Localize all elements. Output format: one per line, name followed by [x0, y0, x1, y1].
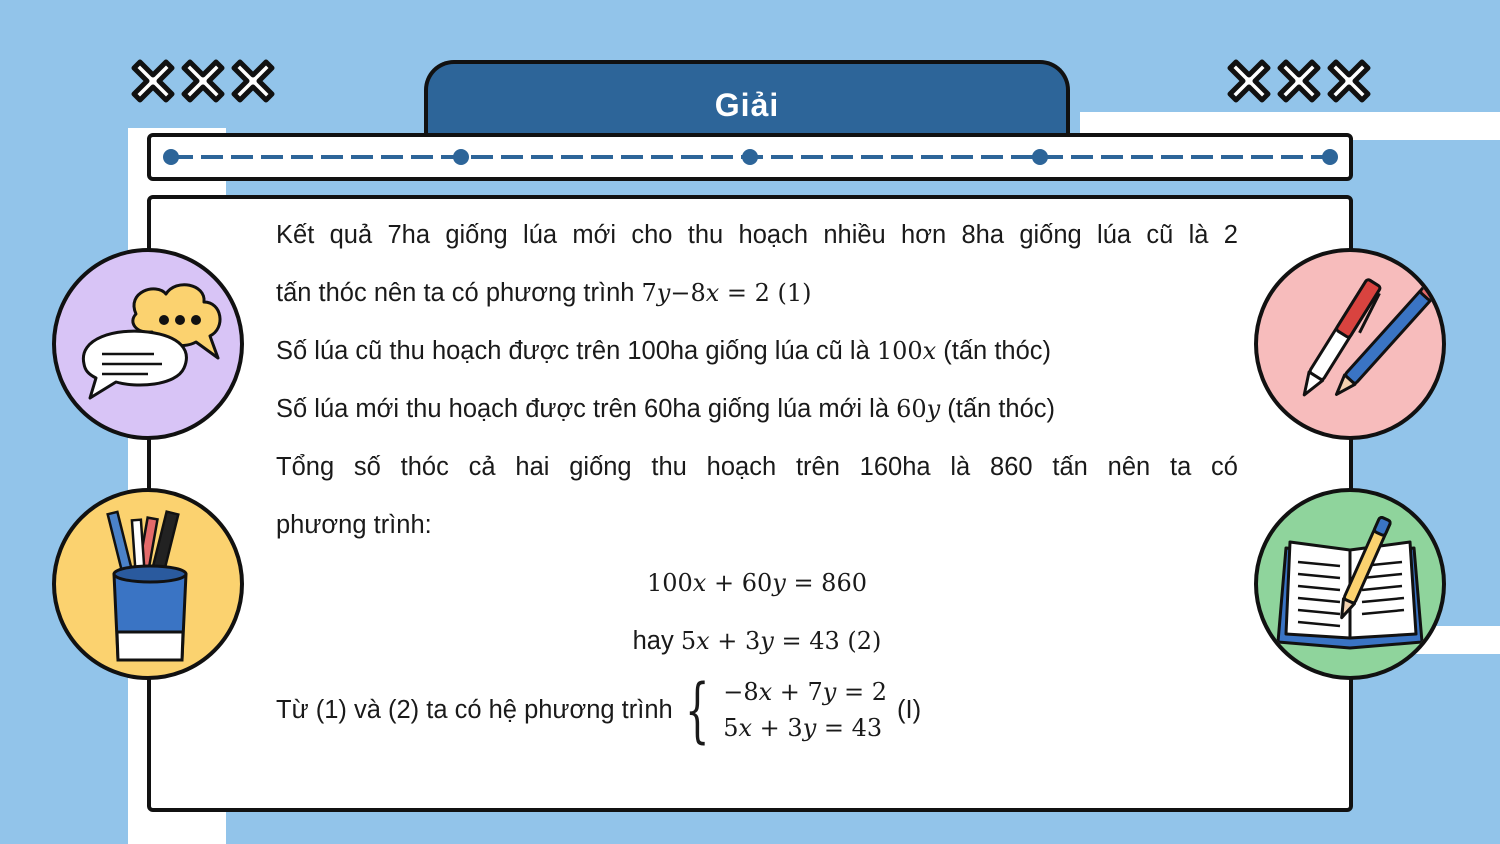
math-100x: 100𝑥: [876, 337, 937, 365]
paragraph-4: [276, 380, 1238, 438]
pens-badge: [1254, 248, 1446, 440]
speech-bubbles-icon: [56, 252, 240, 436]
paragraph-3-text: Số lúa cũ thu hoạch được trên 100ha giống lúa cũ là: [276, 337, 877, 365]
track-dot: [1322, 149, 1338, 165]
system-suffix: (I): [897, 696, 922, 724]
equation-2-line: [276, 612, 1238, 670]
x-mark-icon: [1226, 58, 1272, 104]
system-prefix: Từ (1) và (2) ta có hệ phương trình: [276, 696, 673, 724]
x-mark-icon: [180, 58, 226, 104]
x-mark-icon: [230, 58, 276, 104]
equation-1: 7𝑦−8𝑥 = 2 (1): [641, 279, 812, 307]
paragraph-3: [276, 322, 1238, 380]
pens-icon: [1258, 252, 1442, 436]
equation-2-prefix: hay: [632, 627, 681, 655]
equation-total: 100𝑥 + 60𝑦 = 860: [647, 569, 867, 597]
track-dot: [742, 149, 758, 165]
x-mark-icon: [1276, 58, 1322, 104]
paragraph-4-text: Số lúa mới thu hoạch được trên 60ha giống lúa mới là: [276, 395, 897, 423]
paragraph-3-tail: (tấn thóc): [936, 337, 1052, 365]
track-dot: [453, 149, 469, 165]
paragraph-2: [276, 264, 1238, 322]
track-dot: [1032, 149, 1048, 165]
system-line: [276, 669, 1238, 751]
brace-symbol: {: [684, 669, 710, 751]
system-equation-2: 5𝑥 + 3𝑦 = 43: [723, 714, 883, 742]
open-book-icon: [1258, 492, 1442, 676]
equation-system: [723, 674, 887, 746]
x-mark-icon: [1326, 58, 1372, 104]
x-mark-icon: [130, 58, 176, 104]
progress-track: [147, 133, 1353, 181]
speech-bubbles-badge: [52, 248, 244, 440]
decor-x-marks-left: [130, 58, 276, 104]
pen-holder-icon: [56, 492, 240, 676]
paragraph-1: Kết quả 7ha giống lúa mới cho thu hoạch nhiều hơn 8ha giống lúa cũ là 2: [276, 221, 1238, 249]
paragraph-4-tail: (tấn thóc): [940, 395, 1056, 423]
paragraph-2-text: tấn thóc nên ta có phương trình: [276, 279, 642, 307]
solution-text: [276, 206, 1238, 751]
paragraph-5: Tổng số thóc cả hai giống thu hoạch trên 160ha là 860 tấn nên ta có: [276, 453, 1238, 481]
equation-2: 5𝑥 + 3𝑦 = 43 (2): [680, 627, 882, 655]
math-60y: 60𝑦: [896, 395, 941, 423]
open-book-badge: [1254, 488, 1446, 680]
page-title: Giải: [424, 60, 1070, 138]
system-equation-1: −8𝑥 + 7𝑦 = 2: [723, 678, 887, 706]
pen-holder-badge: [52, 488, 244, 680]
track-dot: [163, 149, 179, 165]
paragraph-6: phương trình:: [276, 511, 432, 539]
decor-x-marks-right: [1226, 58, 1372, 104]
